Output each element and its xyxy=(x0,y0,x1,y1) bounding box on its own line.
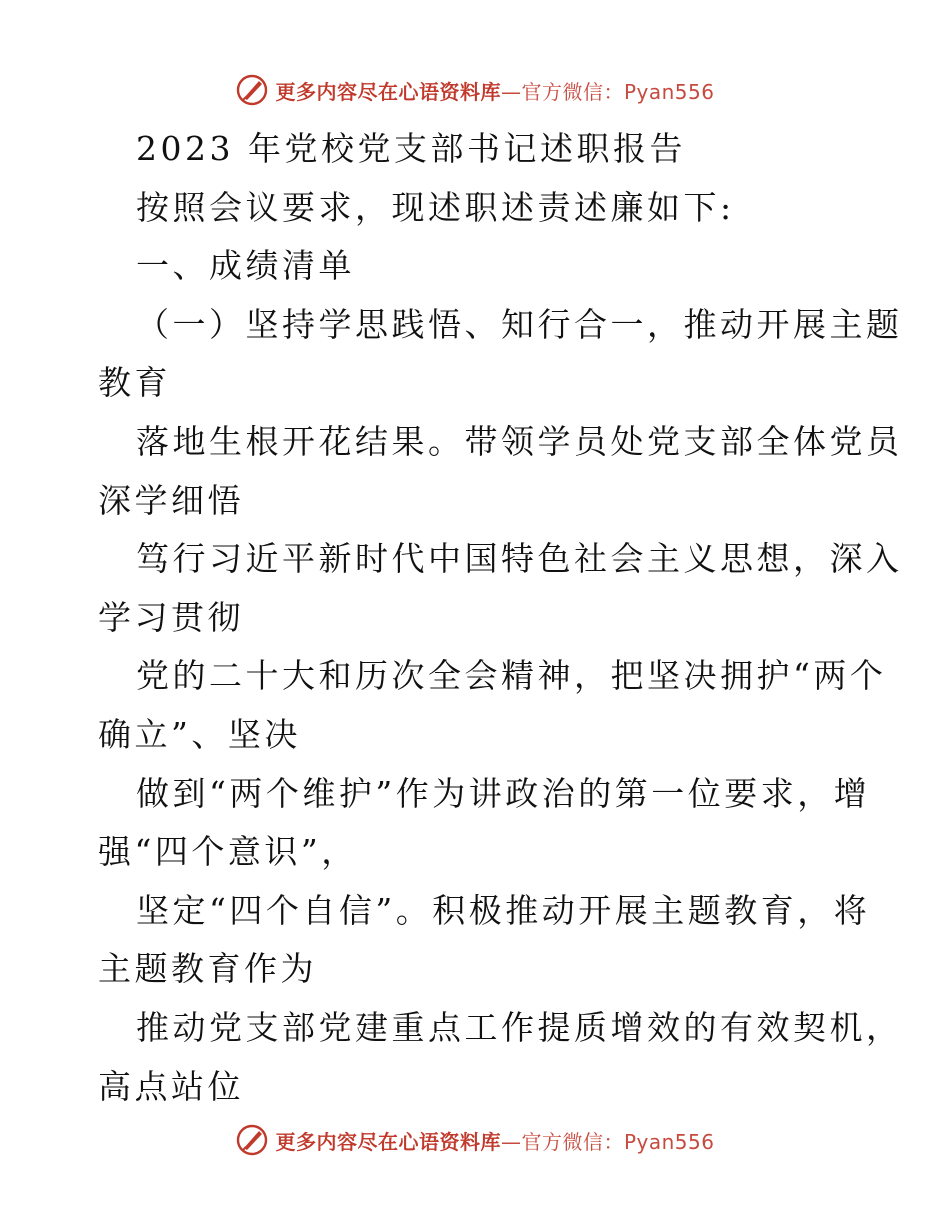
document-body xyxy=(98,120,903,1116)
header-wechat-text: —官方微信：Pyan556 xyxy=(500,79,715,104)
section-heading: 一、成绩清单 xyxy=(136,246,355,286)
quill-logo-icon xyxy=(235,1123,269,1157)
document-title: 2023 年党校党支部书记述职报告 xyxy=(136,129,686,168)
paragraph-line: 深学细悟 xyxy=(98,480,244,520)
paragraph-line: 按照会议要求，现述职述责述廉如下: xyxy=(136,187,735,227)
paragraph-line: 笃行习近平新时代中国特色社会主义思想，深入 xyxy=(136,539,903,579)
paragraph-line: 高点站位 xyxy=(98,1066,244,1106)
footer-banner-inner xyxy=(235,1123,714,1157)
footer-banner-text xyxy=(275,1126,714,1155)
paragraph-line: 确立”、坚决 xyxy=(98,714,301,754)
header-brand-text: 更多内容尽在心语资料库 xyxy=(275,79,501,104)
paragraph-line: 党的二十大和历次全会精神，把坚决拥护“两个 xyxy=(136,656,887,696)
paragraph-line: 主题教育作为 xyxy=(98,949,317,989)
paragraph-line: 学习贯彻 xyxy=(98,597,244,637)
footer-brand-text: 更多内容尽在心语资料库 xyxy=(275,1129,501,1154)
paragraph-line: 落地生根开花结果。带领学员处党支部全体党员 xyxy=(136,421,903,461)
paragraph-line: 推动党支部党建重点工作提质增效的有效契机， xyxy=(136,1007,903,1047)
header-banner-text xyxy=(275,76,714,105)
footer-banner xyxy=(0,1120,950,1160)
subsection-heading: （一）坚持学思践悟、知行合一，推动开展主题 xyxy=(136,304,903,344)
paragraph-line: 做到“两个维护”作为讲政治的第一位要求，增 xyxy=(136,773,871,813)
header-banner xyxy=(0,70,950,110)
footer-wechat-text: —官方微信：Pyan556 xyxy=(500,1129,715,1154)
paragraph-line: 坚定“四个自信”。积极推动开展主题教育，将 xyxy=(136,890,871,930)
quill-logo-icon xyxy=(235,73,269,107)
paragraph-line: 强“四个意识”， xyxy=(98,832,358,872)
paragraph-line: 教育 xyxy=(98,363,171,403)
header-banner-inner xyxy=(235,73,714,107)
